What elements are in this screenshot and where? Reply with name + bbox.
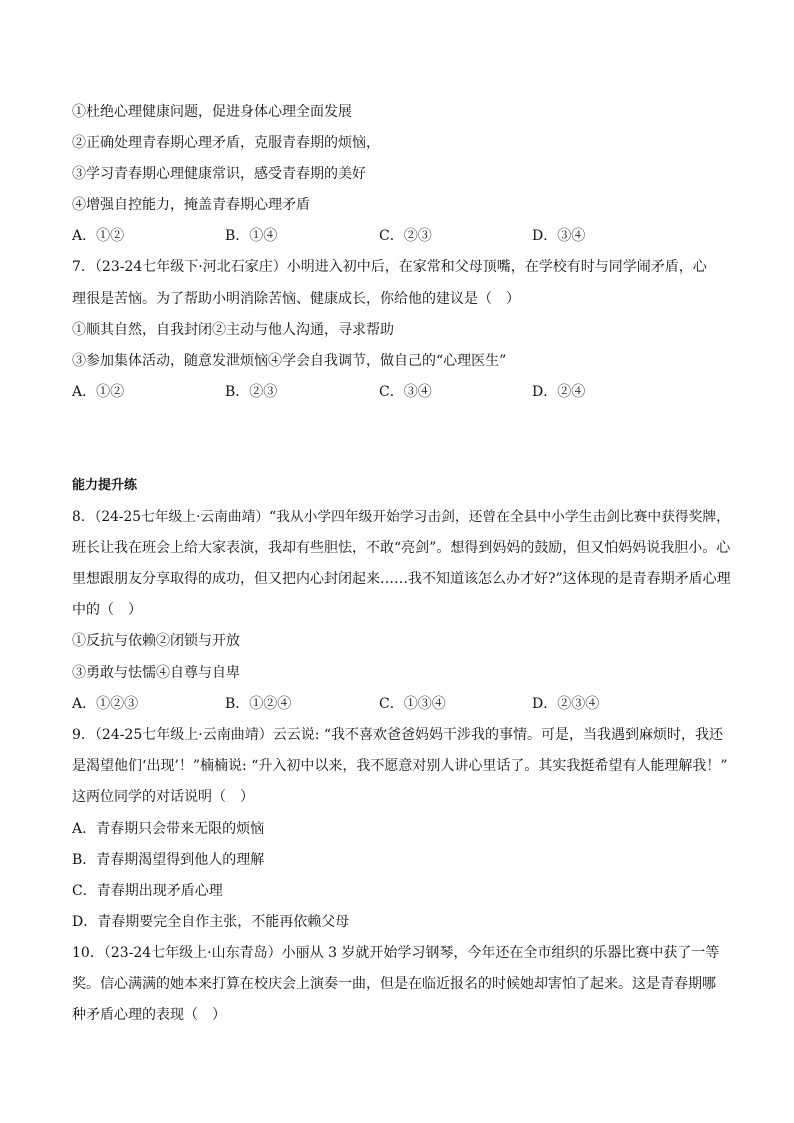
q10-stem-line-3: 种矛盾心理的表现（ ）	[72, 1007, 226, 1023]
q7-item-1: ①顺其自然，自我封闭②主动与他人沟通，寻求帮助	[72, 322, 394, 338]
q7-item-2: ③参加集体活动，随意发泄烦恼④学会自我调节，做自己的“心理医生”	[72, 353, 507, 369]
q8-stem-line-4: 中的（ ）	[72, 602, 142, 618]
q7-option-d: D．②④	[532, 384, 586, 400]
q7-stem-line-1: 7．（23-24七年级下·河北石家庄）小明进入初中后，在家常和父母顶嘴，在学校有时与同学闹矛盾，心	[72, 259, 707, 275]
q7-stem-line-2: 理很是苦恼。为了帮助小明消除苦恼、健康成长，你给他的建议是（ ）	[72, 291, 520, 307]
q9-choice-d: D．青春期要完全自作主张，不能再依赖父母	[72, 914, 350, 930]
q8-option-c: C．①③④	[379, 696, 446, 712]
q9-stem-line-3: 这两位同学的对话说明（ ）	[72, 789, 254, 805]
q9-stem-line-1: 9．（24-25七年级上·云南曲靖）云云说: “我不喜欢爸爸妈妈干涉我的事情。可是，当我遇到麻烦时，我还	[72, 727, 724, 743]
q6-item-2: ②正确处理青春期心理矛盾，克服青春期的烦恼，	[72, 135, 380, 151]
q8-option-b: B．①②④	[225, 696, 292, 712]
q8-item-1: ①反抗与依赖②闭锁与开放	[72, 633, 240, 649]
q6-option-a: A．①②	[72, 228, 125, 244]
q9-stem-line-2: 是渴望他们‘出现’！”楠楠说: “升入初中以来，我不愿意对别人讲心里话了。其实我挺希望有人能理解我！”	[72, 758, 728, 774]
q6-item-4: ④增强自控能力，掩盖青春期心理矛盾	[72, 197, 310, 213]
q6-item-3: ③学习青春期心理健康常识，感受青春期的美好	[72, 166, 366, 182]
q7-option-c: C．③④	[379, 384, 432, 400]
q8-item-2: ③勇敢与怯懦④自尊与自卑	[72, 665, 240, 681]
section-title: 能力提升练	[72, 478, 138, 493]
q6-option-d: D．③④	[532, 228, 586, 244]
q8-stem-line-1: 8．（24-25七年级上·云南曲靖）“我从小学四年级开始学习击剑，还曾在全县中小学生击剑比赛中获得奖牌，	[72, 509, 730, 525]
q7-options	[72, 383, 732, 401]
q6-options	[72, 227, 732, 245]
q7-option-b: B．②③	[225, 384, 278, 400]
q9-choice-a: A．青春期只会带来无限的烦恼	[72, 821, 265, 837]
q8-options	[72, 695, 732, 713]
q7-option-a: A．①②	[72, 384, 125, 400]
q6-item-1: ①杜绝心理健康问题，促进身体心理全面发展	[72, 104, 352, 120]
q9-choice-b: B．青春期渴望得到他人的理解	[72, 852, 265, 868]
q8-option-d: D．②③④	[532, 696, 600, 712]
q10-stem-line-2: 奖。信心满满的她本来打算在校庆会上演奏一曲，但是在临近报名的时候她却害怕了起来。这是青春期哪	[72, 976, 716, 992]
q10-stem-line-1: 10．（23-24七年级上·山东青岛）小丽从 3 岁就开始学习钢琴，今年还在全市组织的乐器比赛中获了一等	[72, 945, 720, 961]
q6-option-b: B．①④	[225, 228, 278, 244]
q9-choice-c: C．青春期出现矛盾心理	[72, 883, 223, 899]
q8-option-a: A．①②③	[72, 696, 139, 712]
q8-stem-line-3: 里想跟朋友分享取得的成功，但又把内心封闭起来……我不知道该怎么办才好?”这体现的是青春期矛盾心理	[72, 571, 731, 587]
q6-option-c: C．②③	[379, 228, 432, 244]
q8-stem-line-2: 班长让我在班会上给大家表演，我却有些胆怯，不敢“亮剑”。想得到妈妈的鼓励，但又怕妈妈说我胆小。心	[72, 540, 731, 556]
